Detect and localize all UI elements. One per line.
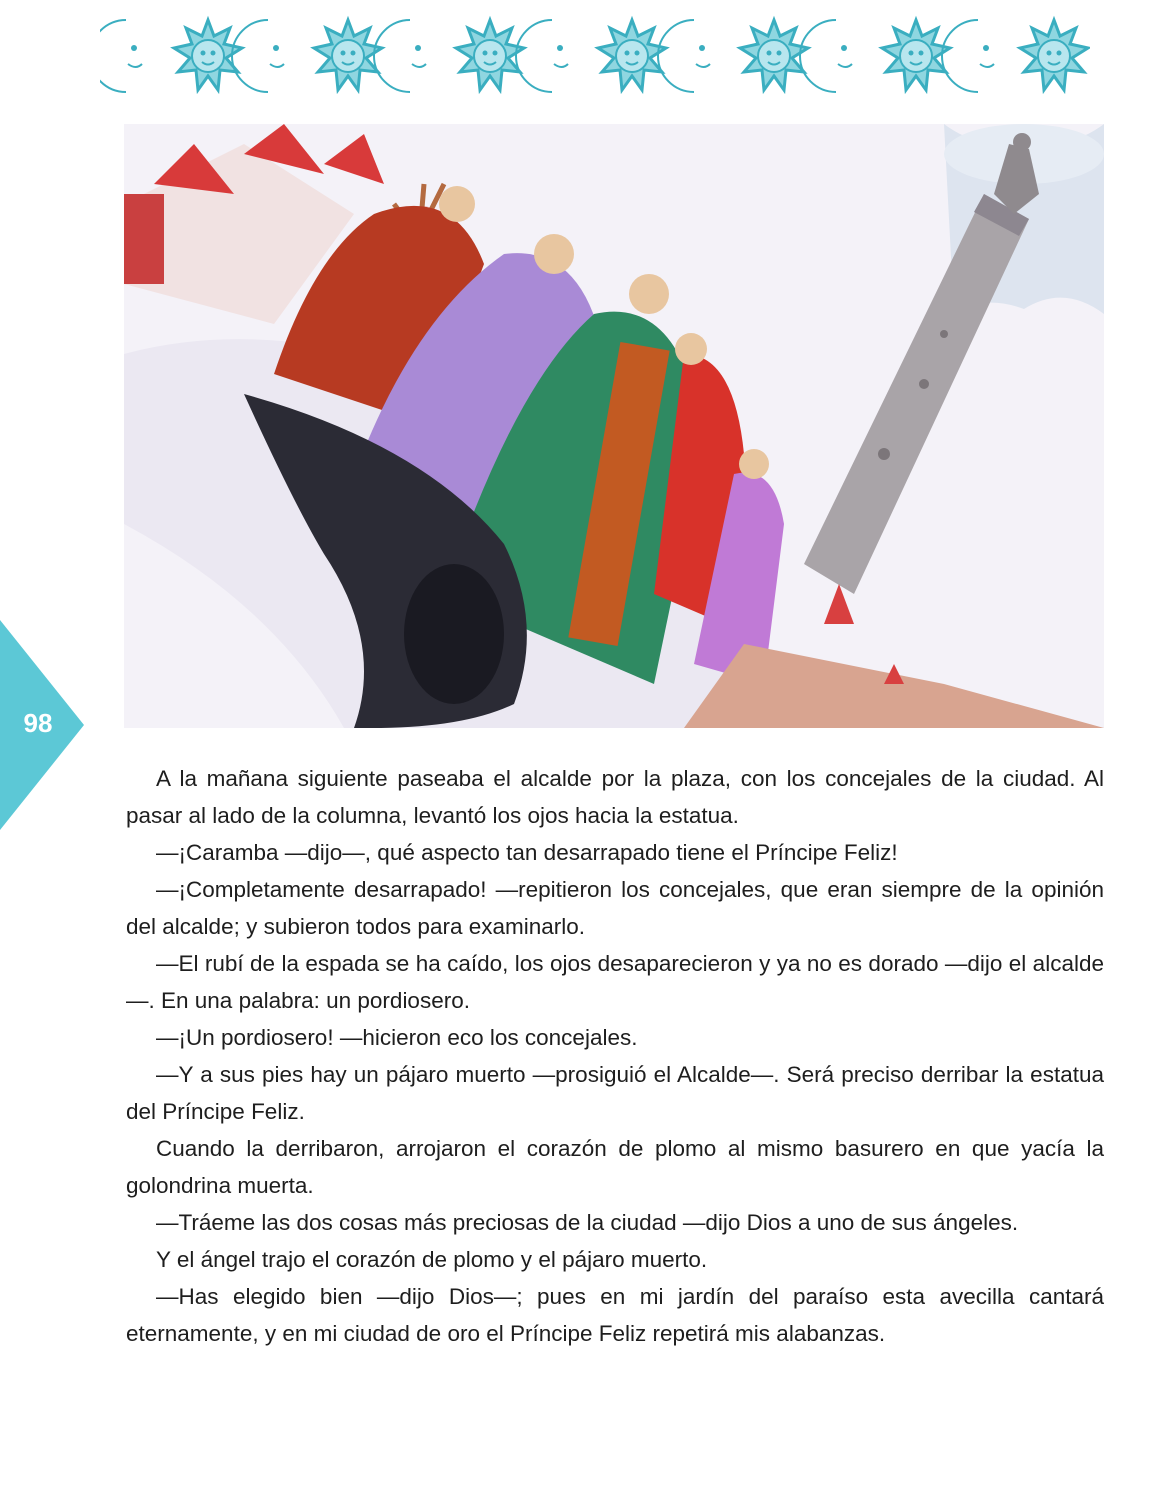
paragraph: —Tráeme las dos cosas más preciosas de la ciudad —dijo Dios a uno de sus ángeles. <box>156 1210 1019 1235</box>
illustration-drawing <box>124 124 1104 728</box>
paragraph: —Y a sus pies hay un pájaro muerto —prosiguió el Alcalde—. Será preciso derribar la estatua del Príncipe Feliz. <box>126 1062 1104 1124</box>
sun-icon <box>882 20 950 90</box>
page-number: 98 <box>23 708 53 738</box>
moon-icon <box>942 20 994 92</box>
paragraph: —¡Un pordiosero! —hicieron eco los concejales. <box>156 1025 638 1050</box>
paragraph: —¡Completamente desarrapado! —repitieron los concejales, que eran siempre de la opinión del alcalde; y subieron todos para examinarlo. <box>126 877 1104 939</box>
paragraph: A la mañana siguiente paseaba el alcalde por la plaza, con los concejales de la ciudad. Al pasar al lado de la columna, levantó los ojos hacia la estatua. <box>126 766 1104 828</box>
paragraph: —Has elegido bien —dijo Dios—; pues en mi jardín del paraíso esta avecilla cantará eternamente, y en mi ciudad de oro el Príncipe Feliz repetirá mis alabanzas. <box>126 1284 1104 1346</box>
moon-icon <box>374 20 426 92</box>
paragraph: Cuando la derribaron, arrojaron el corazón de plomo al mismo basurero en que yacía la golondrina muerta. <box>126 1136 1104 1198</box>
illustration-image <box>124 124 1104 728</box>
paragraph: —El rubí de la espada se ha caído, los ojos desaparecieron y ya no es dorado —dijo el alcalde—. En una palabra: un pordiosero. <box>126 951 1104 1013</box>
moon-icon <box>516 20 568 92</box>
sun-icon <box>314 20 382 90</box>
decorative-border <box>100 14 1090 98</box>
moon-icon <box>800 20 852 92</box>
sun-icon <box>740 20 808 90</box>
moon-icon <box>232 20 284 92</box>
story-text <box>126 760 1104 1352</box>
sun-icon <box>456 20 524 90</box>
paragraph: —¡Caramba —dijo—, qué aspecto tan desarrapado tiene el Príncipe Feliz! <box>156 840 898 865</box>
sun-icon <box>598 20 666 90</box>
paragraph: Y el ángel trajo el corazón de plomo y el pájaro muerto. <box>156 1247 708 1272</box>
moon-icon <box>658 20 710 92</box>
sun-icon <box>1020 20 1088 90</box>
moon-icon <box>100 20 142 92</box>
